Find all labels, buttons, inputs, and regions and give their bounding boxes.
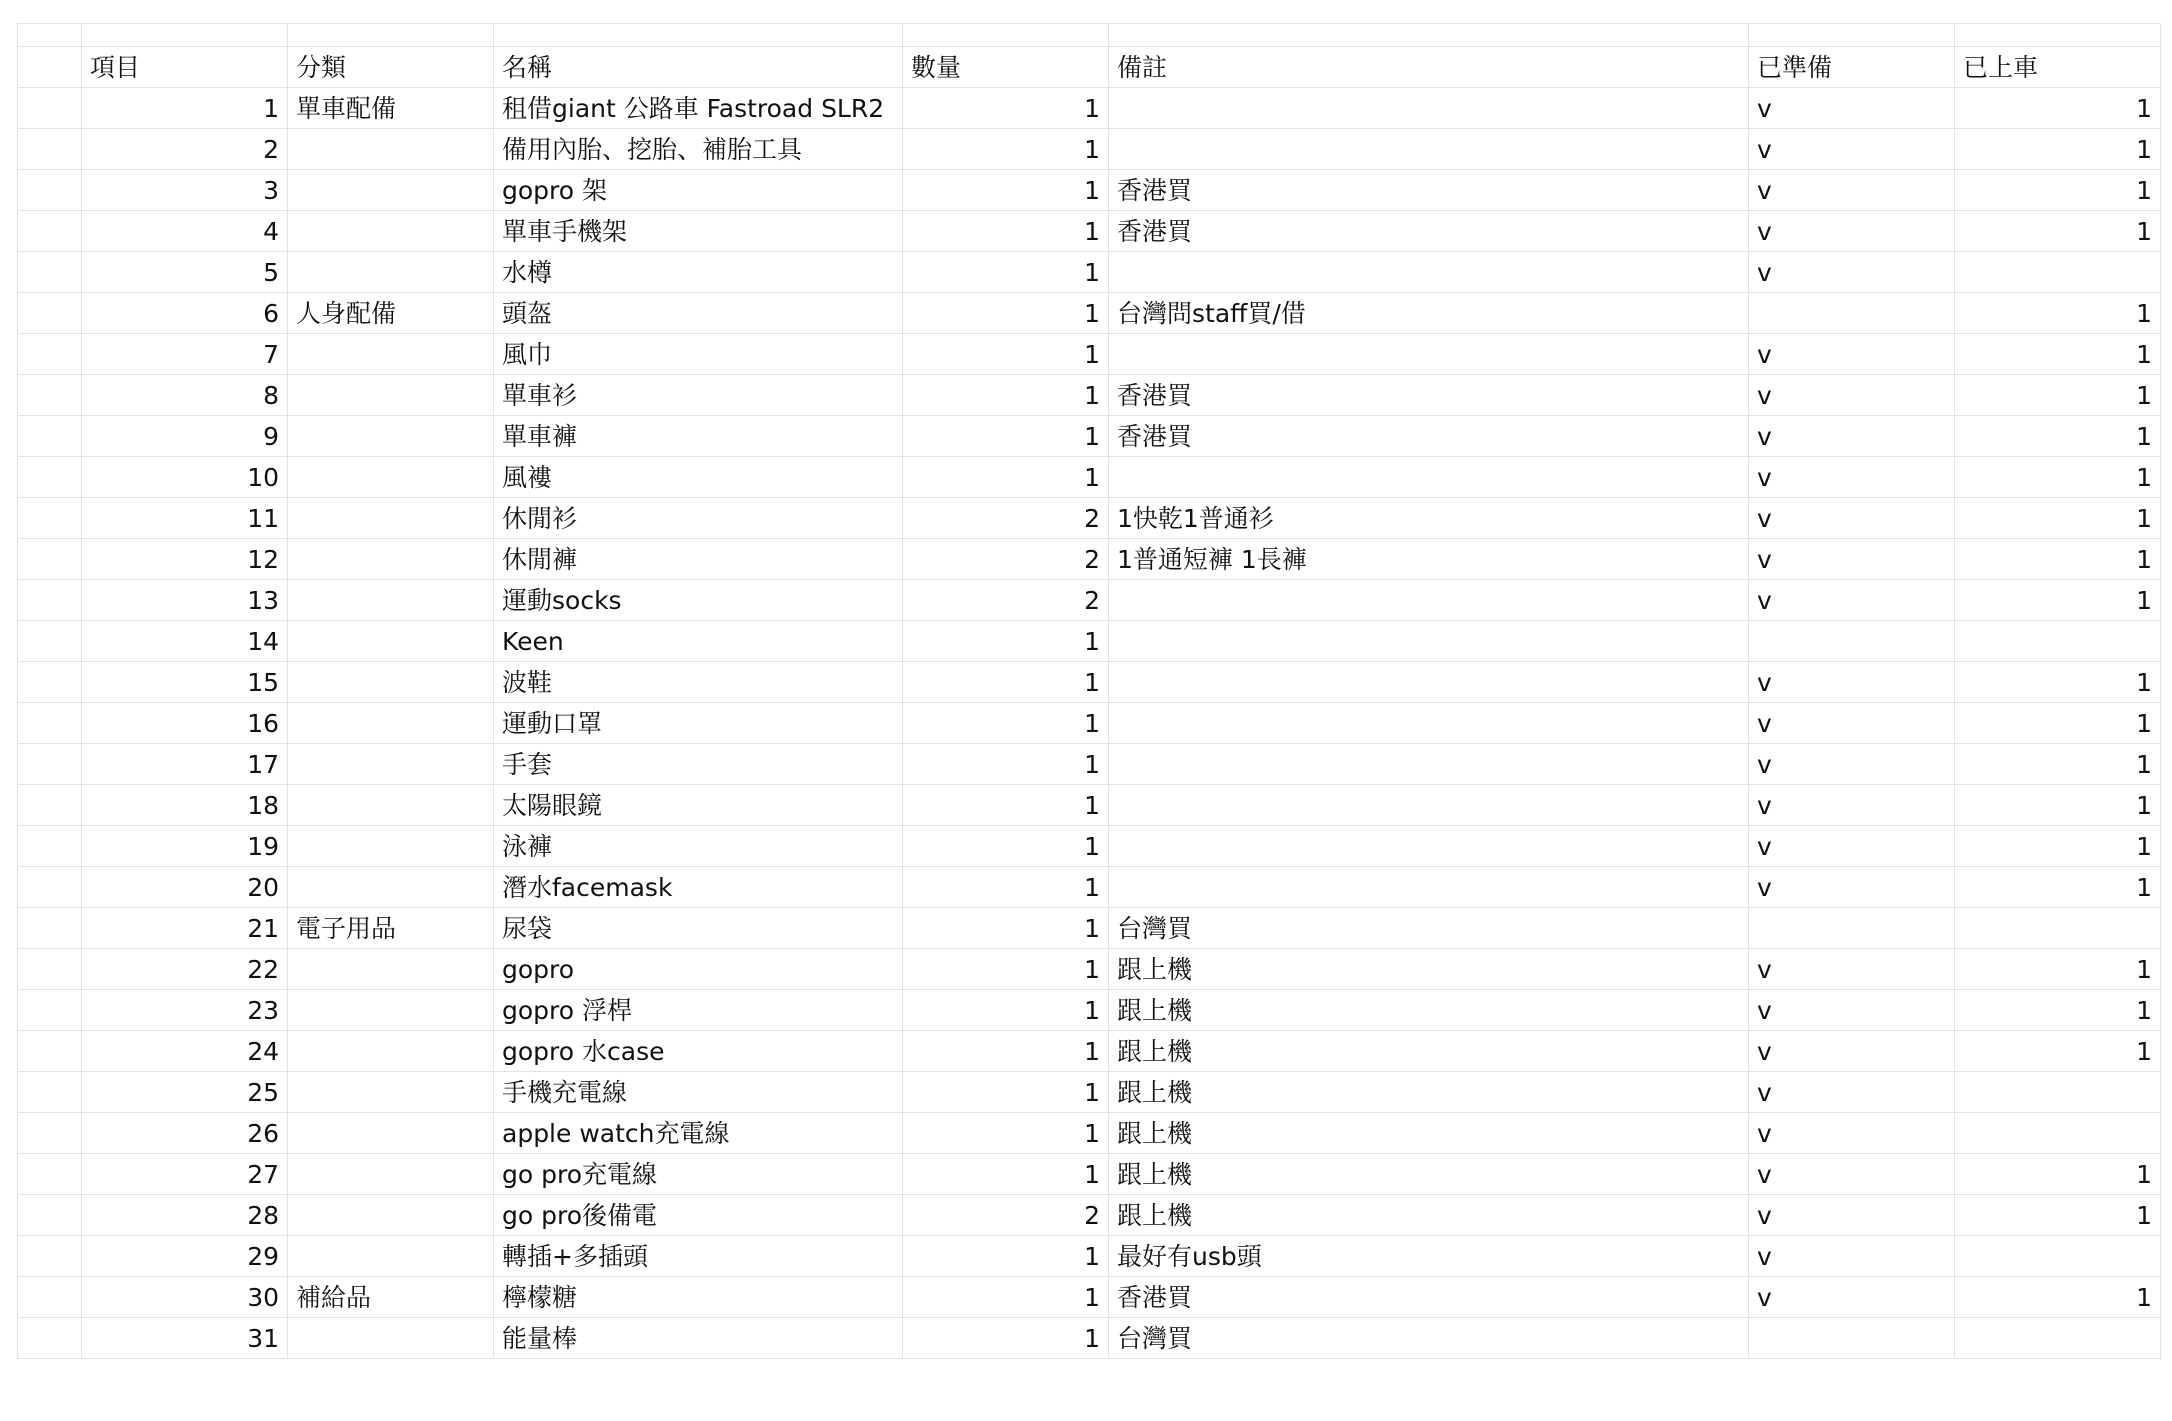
blank-cell[interactable] bbox=[1109, 24, 1749, 47]
loaded-cell[interactable]: 1 bbox=[1955, 826, 2161, 867]
item-no-cell[interactable]: 20 bbox=[82, 867, 288, 908]
name-cell[interactable]: 尿袋 bbox=[494, 908, 903, 949]
quantity-cell[interactable]: 1 bbox=[903, 744, 1109, 785]
item-no-cell[interactable]: 29 bbox=[82, 1236, 288, 1277]
prepared-cell[interactable]: v bbox=[1749, 457, 1955, 498]
prepared-cell[interactable]: v bbox=[1749, 1072, 1955, 1113]
quantity-cell[interactable]: 1 bbox=[903, 457, 1109, 498]
category-cell[interactable]: 電子用品 bbox=[288, 908, 494, 949]
prepared-cell[interactable]: v bbox=[1749, 252, 1955, 293]
name-cell[interactable]: 單車褲 bbox=[494, 416, 903, 457]
loaded-cell[interactable] bbox=[1955, 1236, 2161, 1277]
table-row bbox=[18, 293, 2161, 334]
loaded-cell[interactable]: 1 bbox=[1955, 1277, 2161, 1318]
header-loaded[interactable]: 已上車 bbox=[1955, 47, 2161, 88]
loaded-cell[interactable] bbox=[1955, 621, 2161, 662]
loaded-cell[interactable] bbox=[1955, 252, 2161, 293]
prepared-cell[interactable]: v bbox=[1749, 826, 1955, 867]
remarks-cell[interactable] bbox=[1109, 867, 1749, 908]
table-row bbox=[18, 867, 2161, 908]
remarks-cell[interactable] bbox=[1109, 703, 1749, 744]
name-cell[interactable]: 休閒褲 bbox=[494, 539, 903, 580]
header-remarks[interactable]: 備註 bbox=[1109, 47, 1749, 88]
prepared-cell[interactable]: v bbox=[1749, 1031, 1955, 1072]
table-row bbox=[18, 88, 2161, 129]
row-margin-cell[interactable] bbox=[18, 1195, 82, 1236]
remarks-cell[interactable]: 香港買 bbox=[1109, 1277, 1749, 1318]
quantity-cell[interactable]: 1 bbox=[903, 1318, 1109, 1359]
name-cell[interactable]: 單車衫 bbox=[494, 375, 903, 416]
loaded-cell[interactable]: 1 bbox=[1955, 457, 2161, 498]
table-row bbox=[18, 826, 2161, 867]
item-no-cell[interactable]: 14 bbox=[82, 621, 288, 662]
item-no-cell[interactable]: 31 bbox=[82, 1318, 288, 1359]
loaded-cell[interactable]: 1 bbox=[1955, 949, 2161, 990]
loaded-cell[interactable]: 1 bbox=[1955, 375, 2161, 416]
remarks-cell[interactable]: 香港買 bbox=[1109, 170, 1749, 211]
remarks-cell[interactable]: 跟上機 bbox=[1109, 1154, 1749, 1195]
prepared-cell[interactable]: v bbox=[1749, 1236, 1955, 1277]
category-cell[interactable] bbox=[288, 1154, 494, 1195]
remarks-cell[interactable]: 跟上機 bbox=[1109, 1031, 1749, 1072]
category-cell[interactable] bbox=[288, 416, 494, 457]
category-cell[interactable] bbox=[288, 498, 494, 539]
header-row bbox=[18, 47, 2161, 88]
prepared-cell[interactable] bbox=[1749, 908, 1955, 949]
loaded-cell[interactable]: 1 bbox=[1955, 293, 2161, 334]
category-cell[interactable] bbox=[288, 170, 494, 211]
item-no-cell[interactable]: 8 bbox=[82, 375, 288, 416]
table-row bbox=[18, 498, 2161, 539]
table-row bbox=[18, 703, 2161, 744]
loaded-cell[interactable] bbox=[1955, 1072, 2161, 1113]
category-cell[interactable] bbox=[288, 949, 494, 990]
loaded-cell[interactable]: 1 bbox=[1955, 1154, 2161, 1195]
item-no-cell[interactable]: 24 bbox=[82, 1031, 288, 1072]
category-cell[interactable] bbox=[288, 1318, 494, 1359]
quantity-cell[interactable]: 1 bbox=[903, 1154, 1109, 1195]
remarks-cell[interactable]: 跟上機 bbox=[1109, 1195, 1749, 1236]
quantity-cell[interactable]: 2 bbox=[903, 580, 1109, 621]
quantity-cell[interactable]: 2 bbox=[903, 539, 1109, 580]
loaded-cell[interactable]: 1 bbox=[1955, 416, 2161, 457]
loaded-cell[interactable]: 1 bbox=[1955, 744, 2161, 785]
table-row bbox=[18, 1318, 2161, 1359]
prepared-cell[interactable]: v bbox=[1749, 211, 1955, 252]
quantity-cell[interactable]: 1 bbox=[903, 375, 1109, 416]
table-row bbox=[18, 580, 2161, 621]
blank-cell[interactable] bbox=[1749, 24, 1955, 47]
item-no-cell[interactable]: 17 bbox=[82, 744, 288, 785]
quantity-cell[interactable]: 1 bbox=[903, 1236, 1109, 1277]
row-margin-cell[interactable] bbox=[18, 498, 82, 539]
quantity-cell[interactable]: 1 bbox=[903, 334, 1109, 375]
row-margin-cell[interactable] bbox=[18, 785, 82, 826]
row-margin-cell[interactable] bbox=[18, 334, 82, 375]
category-cell[interactable] bbox=[288, 990, 494, 1031]
item-no-cell[interactable]: 23 bbox=[82, 990, 288, 1031]
name-cell[interactable]: 太陽眼鏡 bbox=[494, 785, 903, 826]
table-row bbox=[18, 129, 2161, 170]
item-no-cell[interactable]: 26 bbox=[82, 1113, 288, 1154]
table-row bbox=[18, 375, 2161, 416]
row-margin-cell[interactable] bbox=[18, 1031, 82, 1072]
item-no-cell[interactable]: 15 bbox=[82, 662, 288, 703]
row-margin-cell[interactable] bbox=[18, 1113, 82, 1154]
row-margin-cell[interactable] bbox=[18, 47, 82, 88]
table-row bbox=[18, 1277, 2161, 1318]
blank-cell[interactable] bbox=[288, 24, 494, 47]
quantity-cell[interactable]: 1 bbox=[903, 990, 1109, 1031]
quantity-cell[interactable]: 1 bbox=[903, 662, 1109, 703]
row-margin-cell[interactable] bbox=[18, 580, 82, 621]
table-row bbox=[18, 252, 2161, 293]
quantity-cell[interactable]: 1 bbox=[903, 826, 1109, 867]
category-cell[interactable] bbox=[288, 785, 494, 826]
remarks-cell[interactable] bbox=[1109, 129, 1749, 170]
item-no-cell[interactable]: 7 bbox=[82, 334, 288, 375]
header-quantity[interactable]: 數量 bbox=[903, 47, 1109, 88]
prepared-cell[interactable]: v bbox=[1749, 867, 1955, 908]
remarks-cell[interactable]: 1快乾1普通衫 bbox=[1109, 498, 1749, 539]
row-margin-cell[interactable] bbox=[18, 88, 82, 129]
row-margin-cell[interactable] bbox=[18, 908, 82, 949]
remarks-cell[interactable] bbox=[1109, 744, 1749, 785]
name-cell[interactable]: 風褸 bbox=[494, 457, 903, 498]
row-margin-cell[interactable] bbox=[18, 703, 82, 744]
name-cell[interactable]: 運動口罩 bbox=[494, 703, 903, 744]
item-no-cell[interactable]: 22 bbox=[82, 949, 288, 990]
category-cell[interactable] bbox=[288, 129, 494, 170]
table-row bbox=[18, 457, 2161, 498]
category-cell[interactable] bbox=[288, 211, 494, 252]
name-cell[interactable]: 單車手機架 bbox=[494, 211, 903, 252]
remarks-cell[interactable] bbox=[1109, 785, 1749, 826]
row-margin-cell[interactable] bbox=[18, 662, 82, 703]
quantity-cell[interactable]: 1 bbox=[903, 252, 1109, 293]
name-cell[interactable]: 能量棒 bbox=[494, 1318, 903, 1359]
name-cell[interactable]: 休閒衫 bbox=[494, 498, 903, 539]
quantity-cell[interactable]: 1 bbox=[903, 867, 1109, 908]
item-no-cell[interactable]: 28 bbox=[82, 1195, 288, 1236]
quantity-cell[interactable]: 2 bbox=[903, 498, 1109, 539]
table-row bbox=[18, 1154, 2161, 1195]
prepared-cell[interactable]: v bbox=[1749, 1154, 1955, 1195]
remarks-cell[interactable] bbox=[1109, 334, 1749, 375]
remarks-cell[interactable]: 台灣問staff買/借 bbox=[1109, 293, 1749, 334]
loaded-cell[interactable]: 1 bbox=[1955, 88, 2161, 129]
prepared-cell[interactable]: v bbox=[1749, 703, 1955, 744]
prepared-cell[interactable]: v bbox=[1749, 334, 1955, 375]
prepared-cell[interactable] bbox=[1749, 293, 1955, 334]
loaded-cell[interactable]: 1 bbox=[1955, 990, 2161, 1031]
name-cell[interactable]: apple watch充電線 bbox=[494, 1113, 903, 1154]
quantity-cell[interactable]: 2 bbox=[903, 1195, 1109, 1236]
name-cell[interactable]: 檸檬糖 bbox=[494, 1277, 903, 1318]
name-cell[interactable]: 水樽 bbox=[494, 252, 903, 293]
table-row bbox=[18, 908, 2161, 949]
quantity-cell[interactable]: 1 bbox=[903, 416, 1109, 457]
item-no-cell[interactable]: 5 bbox=[82, 252, 288, 293]
item-no-cell[interactable]: 16 bbox=[82, 703, 288, 744]
prepared-cell[interactable]: v bbox=[1749, 1195, 1955, 1236]
item-no-cell[interactable]: 25 bbox=[82, 1072, 288, 1113]
loaded-cell[interactable]: 1 bbox=[1955, 785, 2161, 826]
category-cell[interactable] bbox=[288, 375, 494, 416]
blank-cell[interactable] bbox=[903, 24, 1109, 47]
name-cell[interactable]: 風巾 bbox=[494, 334, 903, 375]
name-cell[interactable]: gopro 浮桿 bbox=[494, 990, 903, 1031]
item-no-cell[interactable]: 27 bbox=[82, 1154, 288, 1195]
quantity-cell[interactable]: 1 bbox=[903, 785, 1109, 826]
category-cell[interactable] bbox=[288, 867, 494, 908]
remarks-cell[interactable] bbox=[1109, 580, 1749, 621]
blank-cell[interactable] bbox=[494, 24, 903, 47]
quantity-cell[interactable]: 1 bbox=[903, 293, 1109, 334]
category-cell[interactable] bbox=[288, 334, 494, 375]
remarks-cell[interactable] bbox=[1109, 826, 1749, 867]
table-row bbox=[18, 662, 2161, 703]
row-margin-cell[interactable] bbox=[18, 1154, 82, 1195]
quantity-cell[interactable]: 1 bbox=[903, 170, 1109, 211]
remarks-cell[interactable]: 最好有usb頭 bbox=[1109, 1236, 1749, 1277]
loaded-cell[interactable]: 1 bbox=[1955, 1031, 2161, 1072]
remarks-cell[interactable] bbox=[1109, 252, 1749, 293]
row-margin-cell[interactable] bbox=[18, 211, 82, 252]
header-category[interactable]: 分類 bbox=[288, 47, 494, 88]
loaded-cell[interactable] bbox=[1955, 1318, 2161, 1359]
name-cell[interactable]: gopro bbox=[494, 949, 903, 990]
table-row bbox=[18, 1072, 2161, 1113]
row-margin-cell[interactable] bbox=[18, 1277, 82, 1318]
name-cell[interactable]: gopro 水case bbox=[494, 1031, 903, 1072]
name-cell[interactable]: gopro 架 bbox=[494, 170, 903, 211]
category-cell[interactable] bbox=[288, 703, 494, 744]
table-row bbox=[18, 949, 2161, 990]
category-cell[interactable] bbox=[288, 457, 494, 498]
item-no-cell[interactable]: 6 bbox=[82, 293, 288, 334]
table-row bbox=[18, 334, 2161, 375]
category-cell[interactable] bbox=[288, 744, 494, 785]
prepared-cell[interactable] bbox=[1749, 621, 1955, 662]
header-item-no[interactable]: 項目 bbox=[82, 47, 288, 88]
loaded-cell[interactable]: 1 bbox=[1955, 867, 2161, 908]
category-cell[interactable] bbox=[288, 621, 494, 662]
item-no-cell[interactable]: 10 bbox=[82, 457, 288, 498]
header-prepared[interactable]: 已準備 bbox=[1749, 47, 1955, 88]
name-cell[interactable]: 頭盔 bbox=[494, 293, 903, 334]
prepared-cell[interactable]: v bbox=[1749, 416, 1955, 457]
row-margin-cell[interactable] bbox=[18, 867, 82, 908]
row-margin-cell[interactable] bbox=[18, 1236, 82, 1277]
name-cell[interactable]: 租借giant 公路車 Fastroad SLR2 bbox=[494, 88, 903, 129]
remarks-cell[interactable]: 跟上機 bbox=[1109, 990, 1749, 1031]
row-margin-cell[interactable] bbox=[18, 129, 82, 170]
table-row bbox=[18, 1195, 2161, 1236]
prepared-cell[interactable]: v bbox=[1749, 785, 1955, 826]
prepared-cell[interactable]: v bbox=[1749, 744, 1955, 785]
item-no-cell[interactable]: 18 bbox=[82, 785, 288, 826]
header-name[interactable]: 名稱 bbox=[494, 47, 903, 88]
prepared-cell[interactable]: v bbox=[1749, 580, 1955, 621]
table-row bbox=[18, 211, 2161, 252]
remarks-cell[interactable]: 1普通短褲 1長褲 bbox=[1109, 539, 1749, 580]
row-margin-cell[interactable] bbox=[18, 170, 82, 211]
name-cell[interactable]: 手機充電線 bbox=[494, 1072, 903, 1113]
row-margin-cell[interactable] bbox=[18, 1072, 82, 1113]
loaded-cell[interactable]: 1 bbox=[1955, 662, 2161, 703]
category-cell[interactable]: 補給品 bbox=[288, 1277, 494, 1318]
remarks-cell[interactable] bbox=[1109, 457, 1749, 498]
remarks-cell[interactable]: 跟上機 bbox=[1109, 949, 1749, 990]
blank-row bbox=[18, 24, 2161, 47]
quantity-cell[interactable]: 1 bbox=[903, 949, 1109, 990]
loaded-cell[interactable]: 1 bbox=[1955, 129, 2161, 170]
category-cell[interactable]: 人身配備 bbox=[288, 293, 494, 334]
quantity-cell[interactable]: 1 bbox=[903, 1277, 1109, 1318]
table-row bbox=[18, 1236, 2161, 1277]
name-cell[interactable]: 運動socks bbox=[494, 580, 903, 621]
row-margin-cell[interactable] bbox=[18, 621, 82, 662]
category-cell[interactable] bbox=[288, 1236, 494, 1277]
remarks-cell[interactable]: 香港買 bbox=[1109, 211, 1749, 252]
remarks-cell[interactable] bbox=[1109, 88, 1749, 129]
table-row bbox=[18, 416, 2161, 457]
category-cell[interactable] bbox=[288, 826, 494, 867]
row-margin-cell[interactable] bbox=[18, 1318, 82, 1359]
category-cell[interactable] bbox=[288, 1031, 494, 1072]
loaded-cell[interactable]: 1 bbox=[1955, 703, 2161, 744]
row-margin-cell[interactable] bbox=[18, 375, 82, 416]
table-row bbox=[18, 1031, 2161, 1072]
prepared-cell[interactable]: v bbox=[1749, 949, 1955, 990]
row-margin-cell[interactable] bbox=[18, 744, 82, 785]
prepared-cell[interactable]: v bbox=[1749, 990, 1955, 1031]
table-row bbox=[18, 785, 2161, 826]
quantity-cell[interactable]: 1 bbox=[903, 621, 1109, 662]
prepared-cell[interactable]: v bbox=[1749, 129, 1955, 170]
name-cell[interactable]: 波鞋 bbox=[494, 662, 903, 703]
name-cell[interactable]: 轉插+多插頭 bbox=[494, 1236, 903, 1277]
row-margin-cell[interactable] bbox=[18, 990, 82, 1031]
remarks-cell[interactable] bbox=[1109, 662, 1749, 703]
row-margin-cell[interactable] bbox=[18, 293, 82, 334]
blank-cell[interactable] bbox=[1955, 24, 2161, 47]
prepared-cell[interactable]: v bbox=[1749, 1113, 1955, 1154]
loaded-cell[interactable]: 1 bbox=[1955, 170, 2161, 211]
table-row bbox=[18, 1113, 2161, 1154]
item-no-cell[interactable]: 30 bbox=[82, 1277, 288, 1318]
row-margin-cell[interactable] bbox=[18, 826, 82, 867]
row-margin-cell[interactable] bbox=[18, 252, 82, 293]
remarks-cell[interactable]: 台灣買 bbox=[1109, 1318, 1749, 1359]
loaded-cell[interactable]: 1 bbox=[1955, 211, 2161, 252]
quantity-cell[interactable]: 1 bbox=[903, 1113, 1109, 1154]
blank-cell[interactable] bbox=[82, 24, 288, 47]
category-cell[interactable] bbox=[288, 662, 494, 703]
category-cell[interactable]: 單車配備 bbox=[288, 88, 494, 129]
prepared-cell[interactable]: v bbox=[1749, 375, 1955, 416]
table-row bbox=[18, 539, 2161, 580]
name-cell[interactable]: go pro後備電 bbox=[494, 1195, 903, 1236]
remarks-cell[interactable]: 跟上機 bbox=[1109, 1113, 1749, 1154]
name-cell[interactable]: 泳褲 bbox=[494, 826, 903, 867]
item-no-cell[interactable]: 2 bbox=[82, 129, 288, 170]
quantity-cell[interactable]: 1 bbox=[903, 1031, 1109, 1072]
prepared-cell[interactable]: v bbox=[1749, 662, 1955, 703]
name-cell[interactable]: go pro充電線 bbox=[494, 1154, 903, 1195]
item-no-cell[interactable]: 21 bbox=[82, 908, 288, 949]
quantity-cell[interactable]: 1 bbox=[903, 908, 1109, 949]
remarks-cell[interactable]: 跟上機 bbox=[1109, 1072, 1749, 1113]
category-cell[interactable] bbox=[288, 539, 494, 580]
item-no-cell[interactable]: 13 bbox=[82, 580, 288, 621]
remarks-cell[interactable]: 香港買 bbox=[1109, 375, 1749, 416]
quantity-cell[interactable]: 1 bbox=[903, 129, 1109, 170]
quantity-cell[interactable]: 1 bbox=[903, 1072, 1109, 1113]
item-no-cell[interactable]: 19 bbox=[82, 826, 288, 867]
name-cell[interactable]: 手套 bbox=[494, 744, 903, 785]
row-margin-cell[interactable] bbox=[18, 539, 82, 580]
remarks-cell[interactable]: 香港買 bbox=[1109, 416, 1749, 457]
prepared-cell[interactable]: v bbox=[1749, 1277, 1955, 1318]
loaded-cell[interactable]: 1 bbox=[1955, 1195, 2161, 1236]
table-row bbox=[18, 990, 2161, 1031]
quantity-cell[interactable]: 1 bbox=[903, 703, 1109, 744]
category-cell[interactable] bbox=[288, 252, 494, 293]
category-cell[interactable] bbox=[288, 1195, 494, 1236]
category-cell[interactable] bbox=[288, 580, 494, 621]
row-margin-cell[interactable] bbox=[18, 416, 82, 457]
loaded-cell[interactable]: 1 bbox=[1955, 498, 2161, 539]
item-no-cell[interactable]: 4 bbox=[82, 211, 288, 252]
name-cell[interactable]: 潛水facemask bbox=[494, 867, 903, 908]
name-cell[interactable]: 備用內胎、挖胎、補胎工具 bbox=[494, 129, 903, 170]
loaded-cell[interactable]: 1 bbox=[1955, 539, 2161, 580]
prepared-cell[interactable]: v bbox=[1749, 88, 1955, 129]
loaded-cell[interactable]: 1 bbox=[1955, 334, 2161, 375]
item-no-cell[interactable]: 12 bbox=[82, 539, 288, 580]
loaded-cell[interactable] bbox=[1955, 908, 2161, 949]
prepared-cell[interactable]: v bbox=[1749, 539, 1955, 580]
loaded-cell[interactable] bbox=[1955, 1113, 2161, 1154]
category-cell[interactable] bbox=[288, 1072, 494, 1113]
spreadsheet-grid bbox=[17, 23, 2161, 1359]
item-no-cell[interactable]: 3 bbox=[82, 170, 288, 211]
table-row bbox=[18, 744, 2161, 785]
item-no-cell[interactable]: 9 bbox=[82, 416, 288, 457]
remarks-cell[interactable] bbox=[1109, 621, 1749, 662]
name-cell[interactable]: Keen bbox=[494, 621, 903, 662]
prepared-cell[interactable]: v bbox=[1749, 498, 1955, 539]
item-no-cell[interactable]: 11 bbox=[82, 498, 288, 539]
loaded-cell[interactable]: 1 bbox=[1955, 580, 2161, 621]
row-margin-cell[interactable] bbox=[18, 457, 82, 498]
category-cell[interactable] bbox=[288, 1113, 494, 1154]
quantity-cell[interactable]: 1 bbox=[903, 88, 1109, 129]
prepared-cell[interactable] bbox=[1749, 1318, 1955, 1359]
item-no-cell[interactable]: 1 bbox=[82, 88, 288, 129]
blank-cell[interactable] bbox=[18, 24, 82, 47]
prepared-cell[interactable]: v bbox=[1749, 170, 1955, 211]
remarks-cell[interactable]: 台灣買 bbox=[1109, 908, 1749, 949]
table-row bbox=[18, 170, 2161, 211]
row-margin-cell[interactable] bbox=[18, 949, 82, 990]
quantity-cell[interactable]: 1 bbox=[903, 211, 1109, 252]
table-row bbox=[18, 621, 2161, 662]
